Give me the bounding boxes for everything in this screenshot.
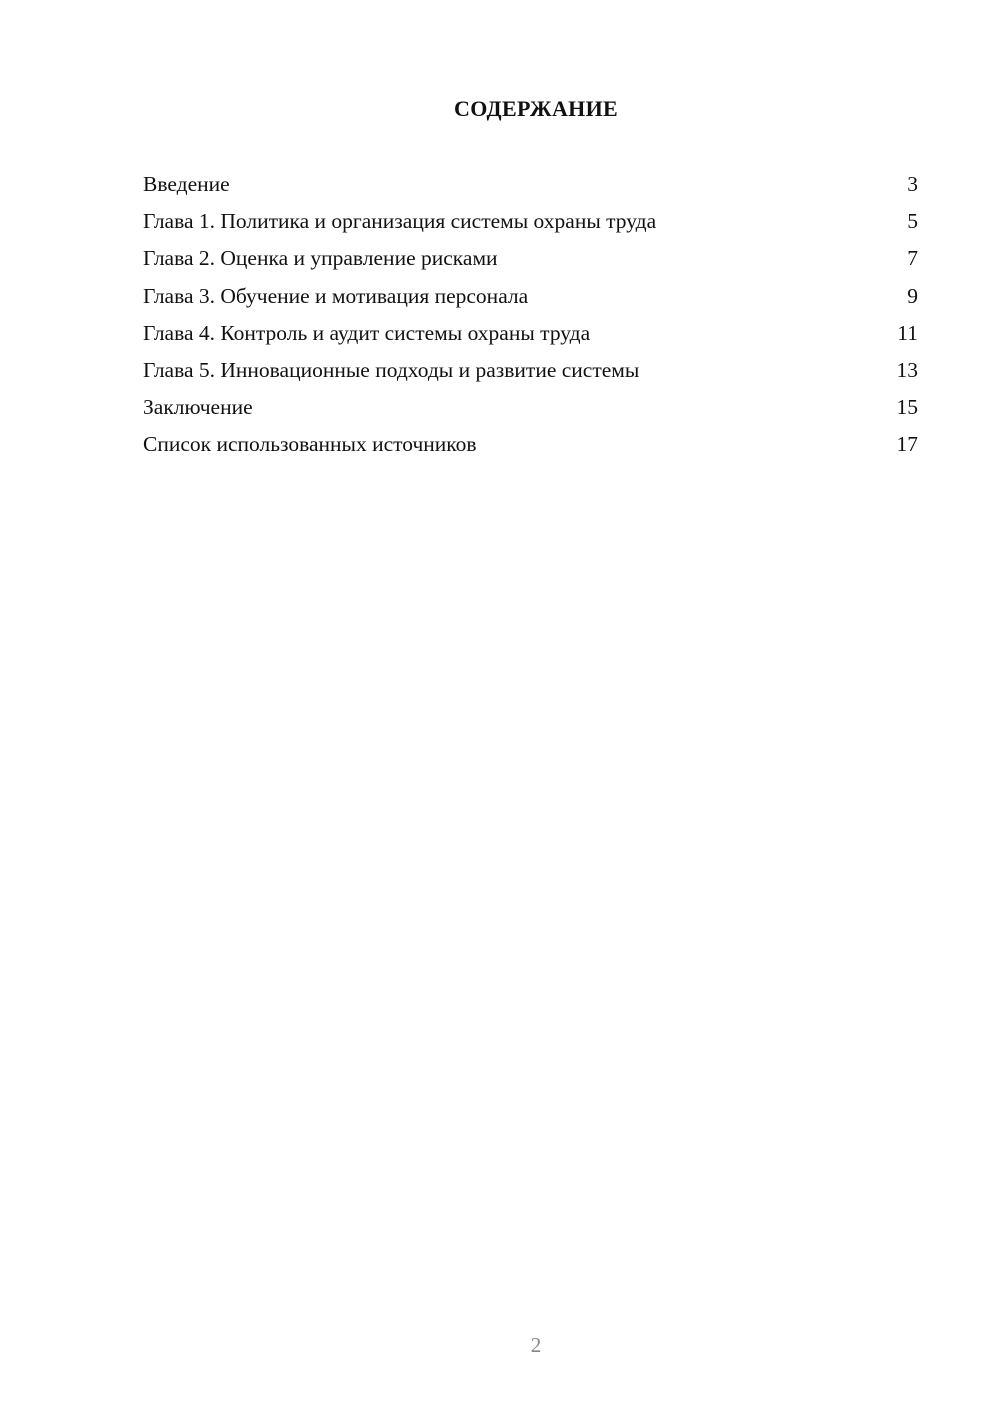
toc-entry-chapter-5	[143, 352, 918, 389]
toc-entry-page: 5	[907, 209, 918, 234]
toc-entry-text: Глава 5. Инновационные подходы и развитие системы	[143, 357, 640, 382]
toc-entry-page: 17	[896, 432, 918, 457]
toc-entry-page: 15	[896, 395, 918, 420]
toc-entry-chapter-4	[143, 315, 918, 352]
page-number: 2	[530, 1333, 542, 1357]
toc-entry-chapter-3	[143, 278, 918, 315]
toc-title: СОДЕРЖАНИЕ	[454, 96, 618, 121]
toc-entry-text: Глава 1. Политика и организация системы охраны труда	[143, 209, 657, 234]
toc-entry-chapter-1	[143, 203, 918, 240]
toc-entry-references	[143, 426, 918, 463]
toc-entry-page: 11	[897, 320, 918, 345]
toc-entry-text: Глава 4. Контроль и аудит системы охраны труда	[143, 320, 591, 345]
toc-entry-text: Глава 2. Оценка и управление рисками	[143, 246, 498, 271]
toc-entry-page: 7	[907, 246, 918, 271]
toc-entry-text: Список использованных источников	[143, 432, 477, 457]
toc-entry-page: 13	[896, 357, 918, 382]
toc-entry-text: Заключение	[143, 395, 253, 420]
toc-entry-conclusion	[143, 389, 918, 426]
toc-entry-introduction	[143, 166, 918, 203]
toc-entry-page: 3	[907, 172, 918, 196]
toc-entry-text: Глава 3. Обучение и мотивация персонала	[143, 283, 529, 308]
toc-entry-chapter-2	[143, 240, 918, 277]
toc-entry-page: 9	[907, 283, 918, 308]
toc-entry-text: Введение	[143, 172, 230, 196]
table-of-contents	[143, 166, 918, 464]
